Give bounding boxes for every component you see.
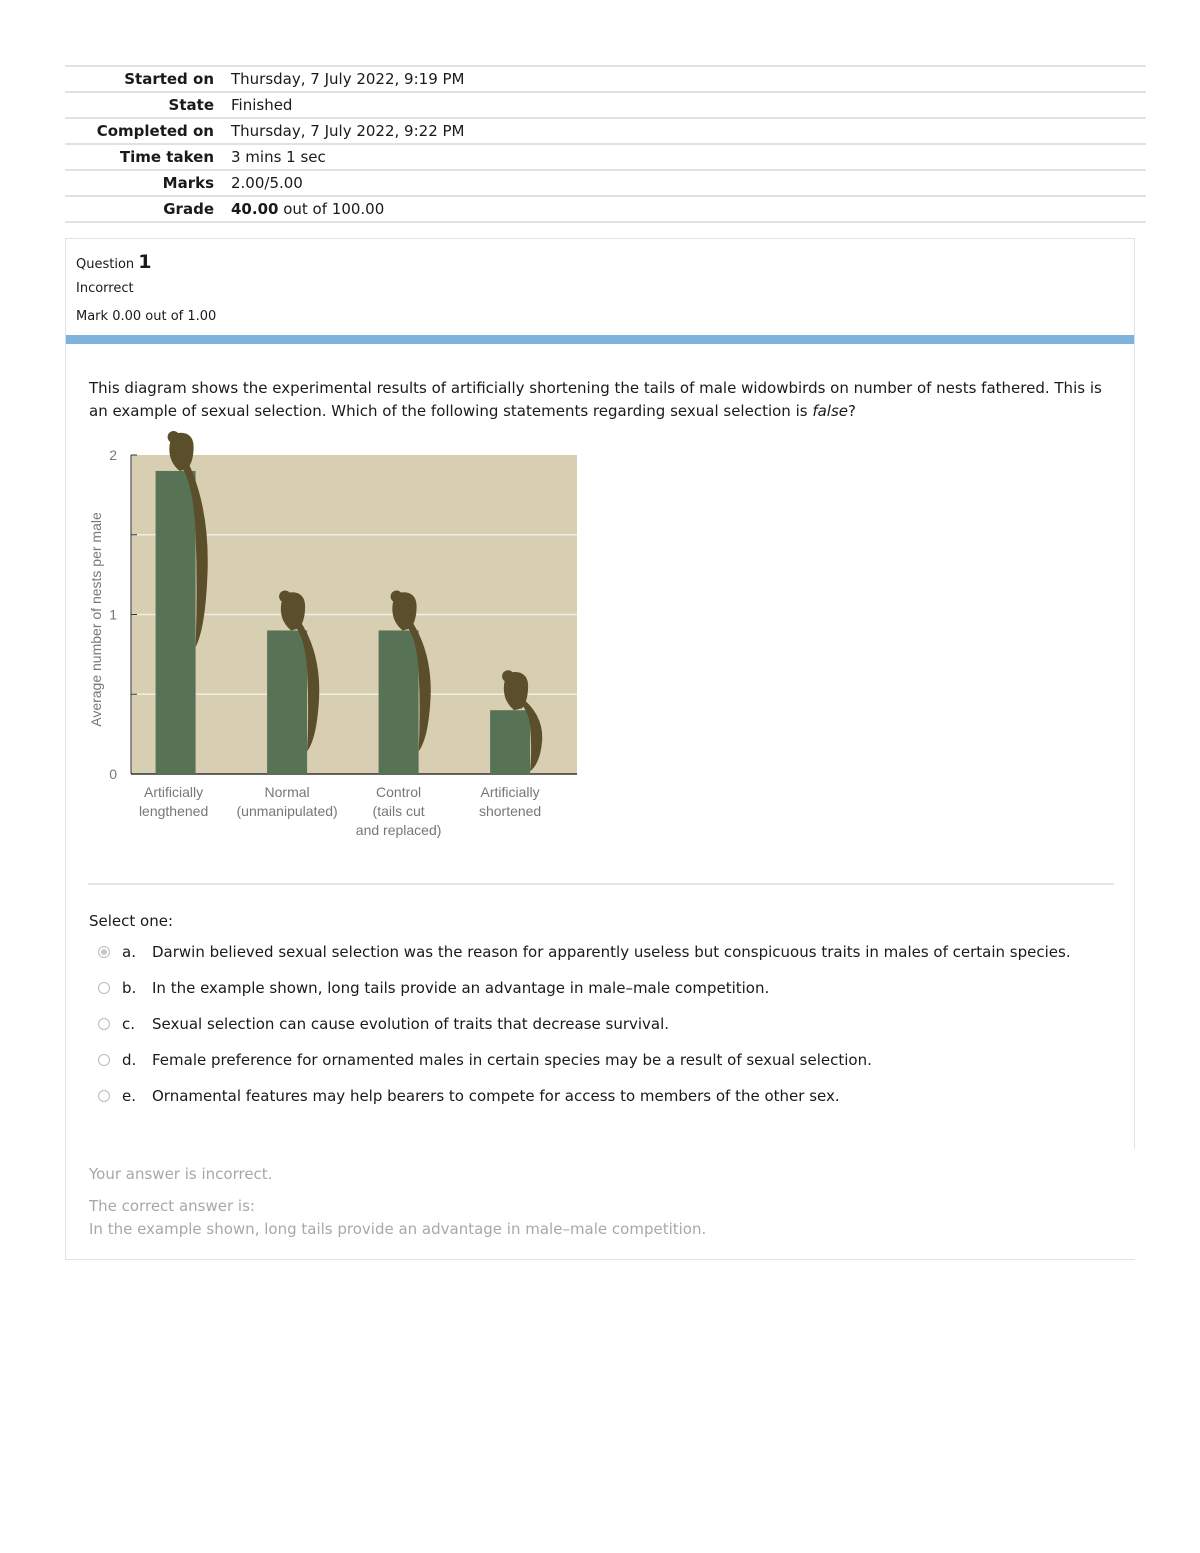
summary-row [65, 119, 1146, 145]
question-label: Question [76, 257, 135, 272]
question-info [76, 249, 216, 331]
answer-text: Sexual selection can cause evolution of traits that decrease survival. [152, 1015, 670, 1033]
x-tick-label: Artificially [144, 784, 204, 800]
question-text-end: ? [848, 402, 856, 420]
x-tick-label: Artificially [480, 784, 540, 800]
answer-radio[interactable] [98, 1018, 110, 1030]
y-tick-label: 2 [109, 447, 117, 463]
answer-option[interactable] [96, 1042, 1126, 1078]
answer-letter: a. [122, 943, 136, 961]
summary-label: Completed on [96, 122, 214, 140]
answer-letter: b. [122, 979, 137, 997]
attempt-summary [65, 65, 1146, 223]
summary-label: Marks [162, 174, 214, 192]
x-tick-label: shortened [478, 803, 542, 819]
answer-option[interactable] [96, 1078, 1126, 1114]
grade-out-of: out of 100.00 [278, 200, 385, 218]
question-box [65, 238, 1135, 1260]
feedback-panel [67, 1149, 1135, 1259]
bar [156, 471, 196, 774]
summary-value: 3 mins 1 sec [231, 148, 326, 166]
summary-label: Started on [124, 70, 214, 88]
answer-text: Female preference for ornamented males in certain species may be a result of sexual selection. [152, 1051, 872, 1069]
y-tick-label: 1 [109, 606, 117, 623]
summary-row [65, 93, 1146, 119]
answer-divider [88, 883, 1114, 885]
bar [267, 630, 307, 774]
question-text [89, 377, 1119, 423]
x-tick-label: lengthened [138, 803, 209, 819]
bar [490, 710, 530, 774]
question-state: Incorrect [76, 281, 134, 296]
x-tick-label: Control [376, 784, 422, 800]
summary-label: State [168, 96, 214, 114]
summary-value [231, 200, 384, 218]
x-tick-label: (unmanipulated) [236, 803, 338, 819]
question-text-main: This diagram shows the experimental results of artificially shortening the tails of male widowbirds on number of nests fathered. This is an example of sexual selection. Which of the following statements regarding sexual selection is [89, 379, 1102, 420]
summary-value: 2.00/5.00 [231, 174, 303, 192]
y-tick-label: 0 [109, 766, 117, 782]
bar [379, 630, 419, 774]
summary-row [65, 171, 1146, 197]
answer-letter: e. [122, 1087, 136, 1105]
answer-option[interactable] [96, 934, 1126, 970]
summary-value: Finished [231, 96, 293, 114]
grade-value: 40.00 [231, 200, 279, 218]
summary-label: Time taken [119, 148, 214, 166]
y-axis-label: Average number of nests per male [88, 512, 104, 727]
answer-radio[interactable] [98, 982, 110, 994]
summary-value: Thursday, 7 July 2022, 9:19 PM [231, 70, 465, 88]
feedback-correct-label: The correct answer is: [89, 1197, 255, 1215]
answer-letter: d. [122, 1051, 137, 1069]
summary-label: Grade [163, 200, 214, 218]
question-mark: Mark 0.00 out of 1.00 [76, 309, 217, 324]
answer-option[interactable] [96, 1006, 1126, 1042]
summary-row [65, 145, 1146, 171]
answer-radio[interactable] [98, 946, 110, 958]
answer-option[interactable] [96, 970, 1126, 1006]
summary-row [65, 197, 1146, 223]
answer-radio[interactable] [98, 1090, 110, 1102]
answer-letter: c. [122, 1015, 136, 1033]
answer-radio[interactable] [98, 1054, 110, 1066]
question-number [76, 249, 216, 275]
question-text-italic: false [812, 402, 849, 420]
feedback-correct-answer: In the example shown, long tails provide an advantage in male–male competition. [89, 1220, 707, 1238]
question-divider-bar [66, 335, 1134, 344]
select-one-label: Select one: [89, 912, 174, 930]
x-tick-label: (tails cut [372, 803, 425, 819]
answer-list [96, 934, 1126, 1114]
x-tick-label: and replaced) [355, 822, 442, 838]
summary-row [65, 67, 1146, 93]
question-number-value: 1 [138, 251, 152, 273]
summary-value: Thursday, 7 July 2022, 9:22 PM [231, 122, 465, 140]
x-tick-label: Normal [264, 784, 310, 800]
answer-text: In the example shown, long tails provide an advantage in male–male competition. [152, 979, 770, 997]
nests-bar-chart [88, 424, 608, 844]
answer-text: Darwin believed sexual selection was the reason for apparently useless but conspicuous traits in males of certain species. [152, 943, 1071, 961]
feedback-incorrect: Your answer is incorrect. [89, 1165, 273, 1183]
answer-text: Ornamental features may help bearers to compete for access to members of the other sex. [152, 1087, 840, 1105]
